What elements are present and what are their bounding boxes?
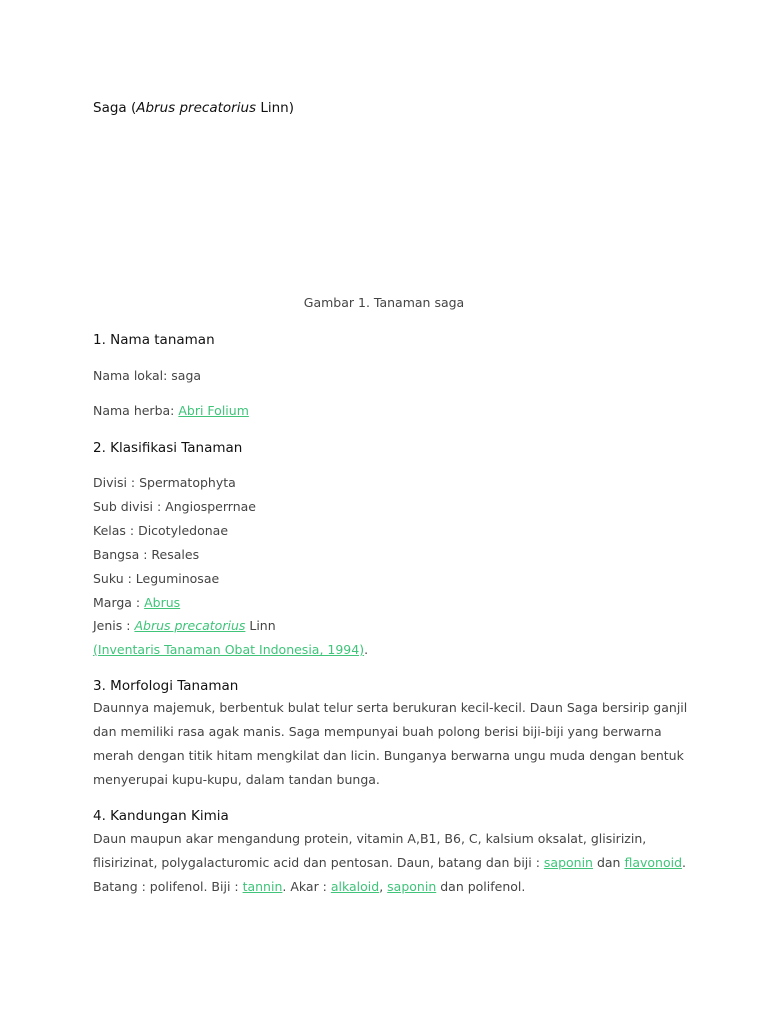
reference-link[interactable]: (Inventaris Tanaman Obat Indonesia, 1994) [93, 642, 365, 657]
classification-reference [93, 642, 368, 657]
chemistry-paragraph [93, 827, 693, 899]
classification-subdivisi: Sub divisi : Angiosperrnae [93, 499, 256, 514]
classification-bangsa: Bangsa : Resales [93, 547, 200, 562]
herbal-name [93, 403, 249, 418]
title-suffix: Linn) [256, 100, 295, 116]
chemistry-text: . Akar : [282, 879, 331, 894]
chemistry-line [93, 875, 693, 899]
flavonoid-link[interactable]: flavonoid [624, 855, 683, 870]
figure-caption: Gambar 1. Tanaman saga [303, 295, 465, 310]
chemistry-text: dan polifenol. [436, 879, 526, 894]
classification-suku: Suku : Leguminosae [93, 571, 220, 586]
document-title [93, 100, 294, 116]
morphology-line: dan memiliki rasa agak manis. Saga mempunyai buah polong berisi biji-biji yang berwarna [93, 724, 662, 739]
jenis-suffix: Linn [245, 618, 276, 633]
chemistry-text: . [682, 855, 686, 870]
classification-jenis [93, 618, 276, 633]
chemistry-text: Batang : polifenol. Biji : [93, 879, 243, 894]
section1-heading: 1. Nama tanaman [93, 332, 215, 348]
chemistry-line: Daun maupun akar mengandung protein, vitamin A,B1, B6, C, kalsium oksalat, glisirizin, [93, 831, 647, 846]
tannin-link[interactable]: tannin [242, 879, 283, 894]
section2-heading: 2. Klasifikasi Tanaman [93, 440, 243, 456]
classification-kelas: Kelas : Dicotyledonae [93, 523, 229, 538]
classification-marga [93, 595, 180, 610]
alkaloid-link[interactable]: alkaloid [330, 879, 380, 894]
morphology-line: Daunnya majemuk, berbentuk bulat telur serta berukuran kecil-kecil. Daun Saga bersirip ganjil [93, 700, 688, 715]
marga-link[interactable]: Abrus [144, 595, 181, 610]
classification-divisi: Divisi : Spermatophyta [93, 475, 236, 490]
marga-label: Marga : [93, 595, 145, 610]
herbal-link[interactable]: Abri Folium [178, 403, 249, 418]
saponin-link-2[interactable]: saponin [387, 879, 437, 894]
chemistry-text: flisirizinat, polygalacturomic acid dan pentosan. Daun, batang dan biji : [93, 855, 544, 870]
local-name: Nama lokal: saga [93, 368, 202, 383]
reference-suffix: . [364, 642, 369, 657]
section4-heading: 4. Kandungan Kimia [93, 808, 229, 824]
title-prefix: Saga ( [93, 100, 137, 116]
morphology-line: merah dengan titik hitam mengkilat dan licin. Bunganya berwarna ungu muda dengan bentuk [93, 748, 684, 763]
jenis-link[interactable]: Abrus precatorius [134, 618, 246, 633]
chemistry-text: , [379, 879, 388, 894]
section3-heading: 3. Morfologi Tanaman [93, 678, 239, 694]
herbal-label: Nama herba: [93, 403, 179, 418]
chemistry-line [93, 851, 693, 875]
chemistry-text: dan [592, 855, 625, 870]
morphology-paragraph [93, 696, 693, 792]
title-species: Abrus precatorius [136, 100, 257, 116]
saponin-link[interactable]: saponin [543, 855, 593, 870]
morphology-line: menyerupai kupu-kupu, dalam tandan bunga. [93, 772, 380, 787]
jenis-label: Jenis : [93, 618, 135, 633]
